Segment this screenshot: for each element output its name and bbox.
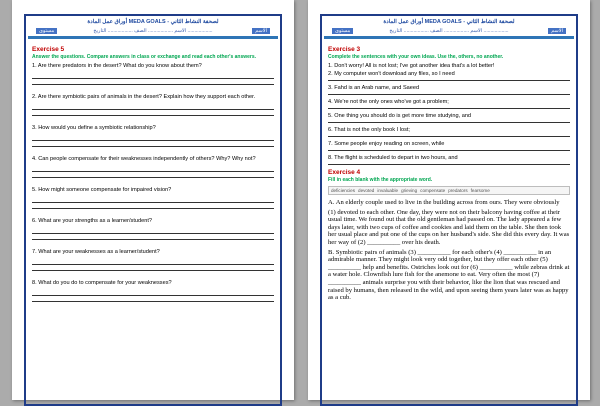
answer-line[interactable] xyxy=(32,78,274,79)
header-label-left: مستوى xyxy=(36,28,57,34)
worksheet-page-right xyxy=(308,0,590,400)
answer-line[interactable] xyxy=(32,295,274,296)
word-bank-item: fearsome xyxy=(470,188,490,193)
word-bank-item: invaluable xyxy=(377,188,399,193)
header-divider xyxy=(28,36,278,39)
question-2: 2. Are there symbiotic pairs of animals in the desert? Explain how they support each other. xyxy=(32,94,256,100)
answer-line[interactable] xyxy=(32,171,274,172)
sentence-1: 1. Don't worry! All is not lost; I've got another idea that's a lot better! xyxy=(328,63,495,69)
header-label-right: الاسم xyxy=(548,28,566,34)
word-bank-item: predators xyxy=(448,188,468,193)
answer-line[interactable] xyxy=(32,301,274,302)
answer-line[interactable] xyxy=(32,270,274,271)
passage-intro: A. An elderly couple used to live in the building across from ours. They were obviously xyxy=(328,199,560,206)
exercise-title: Exercise 5 xyxy=(32,46,65,53)
worksheet-page-left xyxy=(12,0,294,400)
page-border xyxy=(320,14,578,406)
answer-line[interactable] xyxy=(32,233,274,234)
answer-line[interactable] xyxy=(32,140,274,141)
exercise-instruction: Answer the questions. Compare answers in class or exchange and read each other's answers. xyxy=(32,54,257,60)
answer-line[interactable] xyxy=(328,136,570,137)
answer-line[interactable] xyxy=(328,108,570,109)
question-6: 6. What are your strengths as a learner/student? xyxy=(32,218,153,224)
passage-b: B. Symbiotic pairs of animals (3) __________ for each other's (4) __________ in an admirable manner. They might look very odd together, but they offer each other (5) __________ help and benefits. Ostriches look out for (6) __________ while zebras drink at a water hole. Clownfish lure fish for the anemone to eat. Very often the most (7) __________ animals surprise you with their behavior, like the lion that was rescued and raised by humans, then released in the wild, and upon seeing them years later was as happy as a cub. xyxy=(328,248,570,302)
answer-line[interactable] xyxy=(32,239,274,240)
exercise-5 xyxy=(32,46,274,307)
question-5: 5. How might someone compensate for impaired vision? xyxy=(32,187,172,193)
header-label-left: مستوى xyxy=(332,28,353,34)
answer-line[interactable] xyxy=(32,177,274,178)
answer-line[interactable] xyxy=(32,146,274,147)
answer-line[interactable] xyxy=(328,94,570,95)
word-bank-item: devoted xyxy=(358,188,375,193)
exercise-3-and-4 xyxy=(328,46,570,304)
answer-line[interactable] xyxy=(328,164,570,165)
answer-line[interactable] xyxy=(32,264,274,265)
word-bank-item: grieving xyxy=(401,188,418,193)
answer-line[interactable] xyxy=(32,84,274,85)
answer-line[interactable] xyxy=(32,202,274,203)
header-title: أوراق عمل المادة MEDA GOALS - لصحفة النشاط الثاني xyxy=(87,19,219,25)
header-label-right: الاسم xyxy=(252,28,270,34)
question-4: 4. Can people compensate for their weaknesses independently of others? Why? Why not? xyxy=(32,156,256,162)
exercise-4-instruction: Fill in each blank with the appropriate word. xyxy=(328,177,433,183)
answer-line[interactable] xyxy=(32,115,274,116)
header-title: أوراق عمل المادة MEDA GOALS - لصحفة النشاط الثاني xyxy=(383,19,515,25)
page-border xyxy=(24,14,282,406)
sentence-5: 5. One thing you should do is get more time studying, and xyxy=(328,113,472,119)
word-bank-item: deficiencies xyxy=(331,188,356,193)
answer-line[interactable] xyxy=(328,80,570,81)
sentence-8: 8. The flight is scheduled to depart in two hours, and xyxy=(328,155,458,161)
exercise-3-instruction: Complete the sentences with your own ideas. Use the, others, no another. xyxy=(328,54,504,60)
page-header xyxy=(28,18,278,44)
page-header xyxy=(324,18,574,44)
header-divider xyxy=(324,36,574,39)
sentence-2: 2. My computer won't download any files, so I need xyxy=(328,71,455,77)
sentence-3: 3. Fahd is an Arab name, and Saeed xyxy=(328,85,420,91)
exercise-3-title: Exercise 3 xyxy=(328,46,361,53)
exercise-4-title: Exercise 4 xyxy=(328,169,361,176)
header-subtitle: الاسم .................. الصف .................. التاريخ .................. xyxy=(93,28,213,34)
word-bank xyxy=(328,186,570,195)
answer-line[interactable] xyxy=(328,122,570,123)
sentence-7: 7. Some people enjoy reading on screen, while xyxy=(328,141,445,147)
question-8: 8. What do you do to compensate for your weaknesses? xyxy=(32,280,172,286)
header-subtitle: الاسم .................. الصف .................. التاريخ .................. xyxy=(389,28,509,34)
passage-a: (1) devoted to each other. One day, they were not on their balcony having coffee at their usual time. We found out that the old gentleman had passed on. The lady appeared a few days later, with two cups of coffee and cookies and laid them on the table. She then took her usual place and put one of the cups on her husband's side. She did this every day. It was her way of (2) __________ over his death. xyxy=(328,208,570,246)
sentence-4: 4. We're not the only ones who've got a problem; xyxy=(328,99,449,105)
question-3: 3. How would you define a symbiotic relationship? xyxy=(32,125,156,131)
answer-line[interactable] xyxy=(32,109,274,110)
question-1: 1. Are there predators in the desert? What do you know about them? xyxy=(32,63,202,69)
word-bank-item: compensate xyxy=(420,188,446,193)
sentence-6: 6. That is not the only book I lost; xyxy=(328,127,410,133)
answer-line[interactable] xyxy=(32,208,274,209)
question-7: 7. What are your weaknesses as a learner/student? xyxy=(32,249,160,255)
answer-line[interactable] xyxy=(328,150,570,151)
